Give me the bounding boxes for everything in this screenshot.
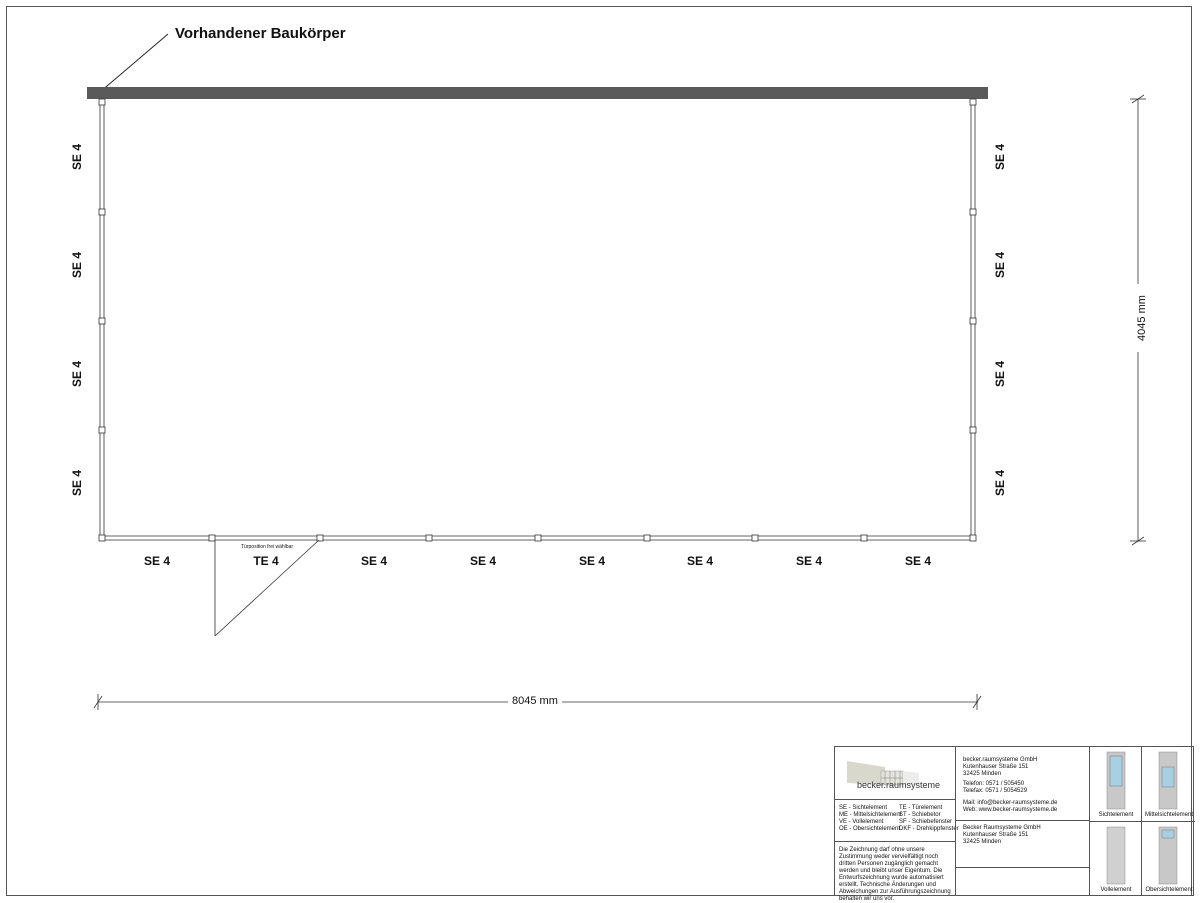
legend-left: SE - Sichtelement ME - Mittelsichtelement VE - Vollelement OE - Obersichtelement bbox=[839, 805, 902, 832]
logo-text: becker.raumsysteme bbox=[857, 780, 941, 790]
right-wall-label: SE 4 bbox=[993, 252, 1007, 279]
existing-building-bar bbox=[87, 87, 988, 99]
bottom-wall-label: TE 4 bbox=[253, 554, 279, 568]
width-dimension: 8045 mm bbox=[508, 695, 562, 707]
bottom-wall-label: SE 4 bbox=[795, 554, 822, 568]
company-contact: Mail: info@becker-raumsysteme.de Web: www.becker-raumsysteme.de bbox=[963, 800, 1058, 813]
left-wall-label: SE 4 bbox=[70, 252, 84, 279]
left-wall-label: SE 4 bbox=[70, 144, 84, 171]
door-note: Türposition frei wählbar bbox=[241, 544, 293, 550]
customer-address: Becker Raumsysteme GmbH Kutenhauser Straße 151 32425 Minden bbox=[963, 825, 1041, 845]
bottom-wall-label: SE 4 bbox=[360, 554, 387, 568]
bottom-wall-label: SE 4 bbox=[686, 554, 713, 568]
element-label: Mittelsichtelement bbox=[1144, 812, 1194, 818]
depth-dimension: 4045 mm bbox=[1136, 284, 1148, 352]
bottom-wall-label: SE 4 bbox=[469, 554, 496, 568]
posts bbox=[99, 99, 976, 541]
element-label: Vollelement bbox=[1100, 887, 1132, 893]
left-wall-label: SE 4 bbox=[70, 470, 84, 497]
legend-right: TE - Türelement ST - Schiebetor SF - Schiebefenster DKF - Drehkippfenster bbox=[899, 805, 959, 832]
sichtelement-icon bbox=[1105, 751, 1127, 811]
existing-building-label: Vorhandener Baukörper bbox=[175, 25, 346, 42]
left-wall-label: SE 4 bbox=[70, 361, 84, 388]
element-label: Sichtelement bbox=[1098, 812, 1134, 818]
mittelsichtelement-icon bbox=[1157, 751, 1179, 811]
company-phone: Telefon: 0571 / 505450 Telefax: 0571 / 5054529 bbox=[963, 781, 1028, 794]
obersichtelement-icon bbox=[1157, 826, 1179, 886]
bottom-wall-label: SE 4 bbox=[578, 554, 605, 568]
leader-line bbox=[100, 34, 168, 92]
bottom-wall-label: SE 4 bbox=[143, 554, 170, 568]
dimension-lines bbox=[94, 95, 1146, 710]
right-wall-label: SE 4 bbox=[993, 470, 1007, 497]
company-address: becker.raumsysteme GmbH Kutenhauser Straße 151 32425 Minden bbox=[963, 757, 1038, 777]
vollelement-icon bbox=[1105, 826, 1127, 886]
right-wall-label: SE 4 bbox=[993, 361, 1007, 388]
title-block bbox=[834, 746, 1194, 902]
disclaimer: Die Zeichnung darf ohne unsere Zustimmung weder vervielfältigt noch dritten Personen zugänglich gemacht werden und bleibt unser Eigentum. Die Entwurfszeichnung wurde automatisiert erstellt. Technische Änderungen und Abweichungen zur Ausführungszeichnung behalten wir uns vor. bbox=[839, 847, 951, 902]
element-label: Obersichtelement bbox=[1145, 887, 1193, 893]
bottom-wall-label: SE 4 bbox=[904, 554, 931, 568]
walls bbox=[100, 99, 975, 540]
right-wall-label: SE 4 bbox=[993, 144, 1007, 171]
